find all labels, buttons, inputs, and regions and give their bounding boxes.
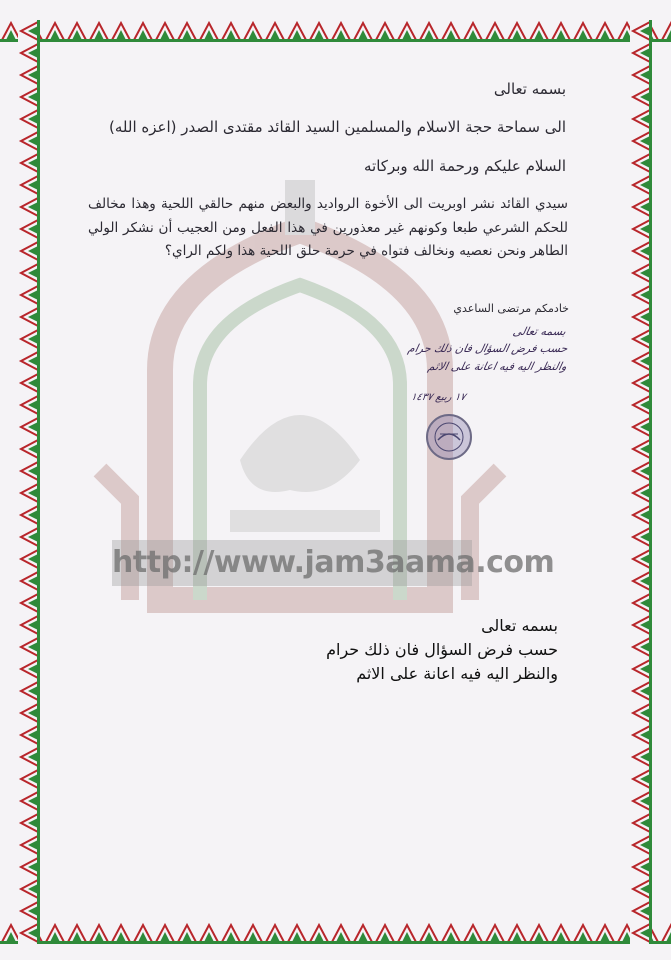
reply-line-2: حسب فرض السؤال فان ذلك حرام (326, 640, 558, 659)
letter-addressee: الى سماحة حجة الاسلام والمسلمين السيد القائد مقتدى الصدر (اعزه الله) (109, 118, 566, 136)
decorative-border-top (0, 20, 671, 42)
letter-greeting: بسمه تعالى (493, 80, 566, 98)
decorative-border-bottom (0, 922, 671, 944)
decorative-border-right (630, 20, 652, 944)
letter-signature: خادمكم مرتضى الساعدي (453, 302, 569, 315)
handwritten-line-3: والنظر اليه فيه اعانة على الاثم (426, 360, 569, 373)
letter-body: سيدي القائد نشر اوبريت الى الأخوة الرواديد والبعض منهم حالقي اللحية وهذا مخالف للحكم الشرعي طبعا وكونهم غير معذورين في هذا الفعل ومن العجيب أن نشكر الولي الطاهر ونحن نعصيه ونخالف فتواه في حرمة حلق اللحية هذا ولكم الراي؟ (88, 196, 568, 259)
official-seal (426, 414, 472, 460)
watermark-url: http://www.jam3aama.com (112, 540, 472, 586)
reply-line-3: والنظر اليه فيه اعانة على الاثم (356, 664, 558, 683)
decorative-border-left (18, 20, 40, 944)
reply-line-1: بسمه تعالى (481, 616, 558, 635)
handwritten-line-1: بسمه تعالى (511, 325, 568, 338)
letter-salutation: السلام عليكم ورحمة الله وبركاته (364, 157, 566, 175)
handwritten-line-2: حسب فرض السؤال فان ذلك حرام (406, 342, 569, 355)
handwritten-date: ١٧ ربيع ١٤٣٧ (410, 392, 468, 403)
